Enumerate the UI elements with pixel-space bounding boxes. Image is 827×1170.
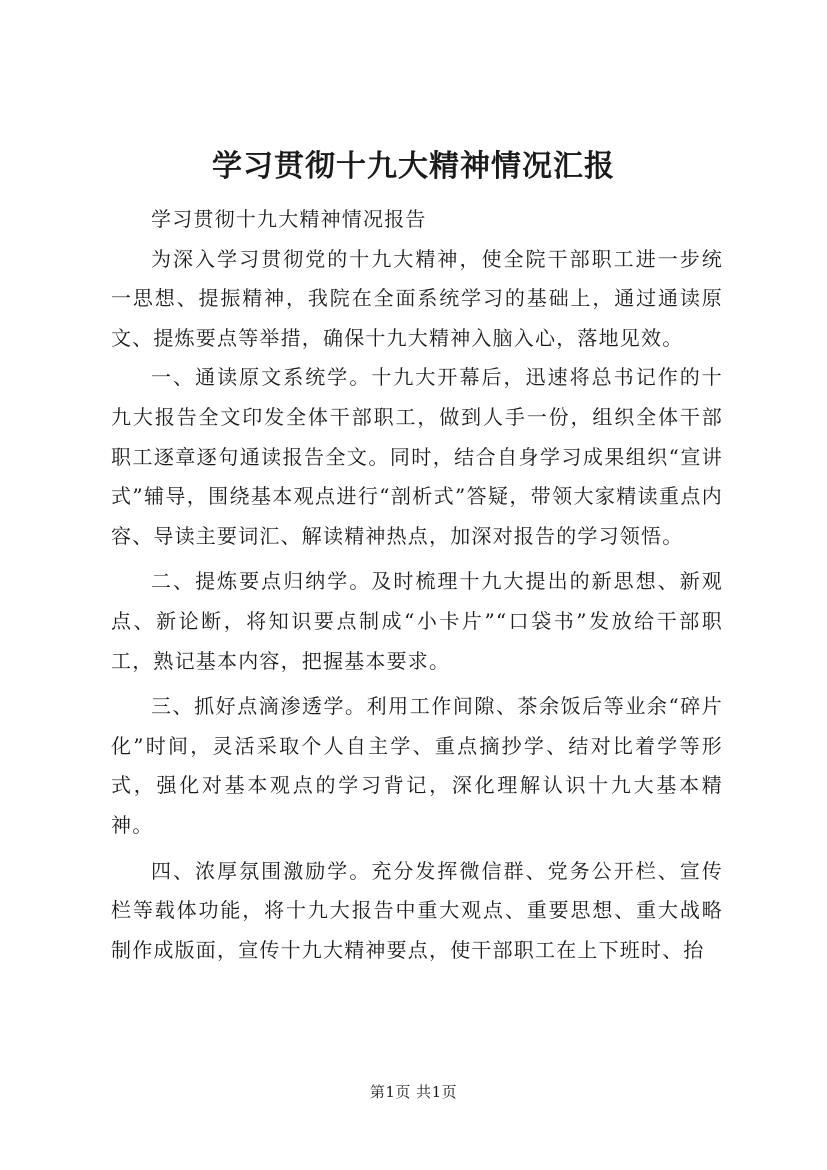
paragraph-section-2: 二、提炼要点归纳学。及时梳理十九大提出的新思想、新观点、新论断，将知识要点制成“小卡片”“口袋书”发放给干部职工，熟记基本内容，把握基本要求。 <box>111 569 723 673</box>
paragraph-intro: 为深入学习贯彻党的十九大精神，使全院干部职工进一步统一思想、提振精神，我院在全面系统学习的基础上，通过通读原文、提炼要点等举措，确保十九大精神入脑入心，落地见效。 <box>111 246 723 350</box>
document-title: 学习贯彻十九大精神情况汇报 <box>212 149 615 184</box>
document-body <box>111 200 723 970</box>
page-footer: 第1页 共1页 <box>369 1083 458 1101</box>
document-subtitle: 学习贯彻十九大精神情况报告 <box>151 207 427 231</box>
paragraph-section-1: 一、通读原文系统学。十九大开幕后，迅速将总书记作的十九大报告全文印发全体干部职工，做到人手一份，组织全体干部职工逐章逐句通读报告全文。同时，结合自身学习成果组织“宣讲式”辅导，围绕基本观点进行“剖析式”答疑，带领大家精读重点内容、导读主要词汇、解读精神热点，加深对报告的学习领悟。 <box>111 365 723 548</box>
paragraph-section-4: 四、浓厚氛围激励学。充分发挥微信群、党务公开栏、宣传栏等载体功能，将十九大报告中重大观点、重要思想、重大战略制作成版面，宣传十九大精神要点，使干部职工在上下班时、抬 <box>111 858 723 962</box>
paragraph-section-3: 三、抓好点滴渗透学。利用工作间隙、茶余饭后等业余“碎片化”时间，灵活采取个人自主学、重点摘抄学、结对比着学等形式，强化对基本观点的学习背记，深化理解认识十九大基本精神。 <box>111 694 723 837</box>
